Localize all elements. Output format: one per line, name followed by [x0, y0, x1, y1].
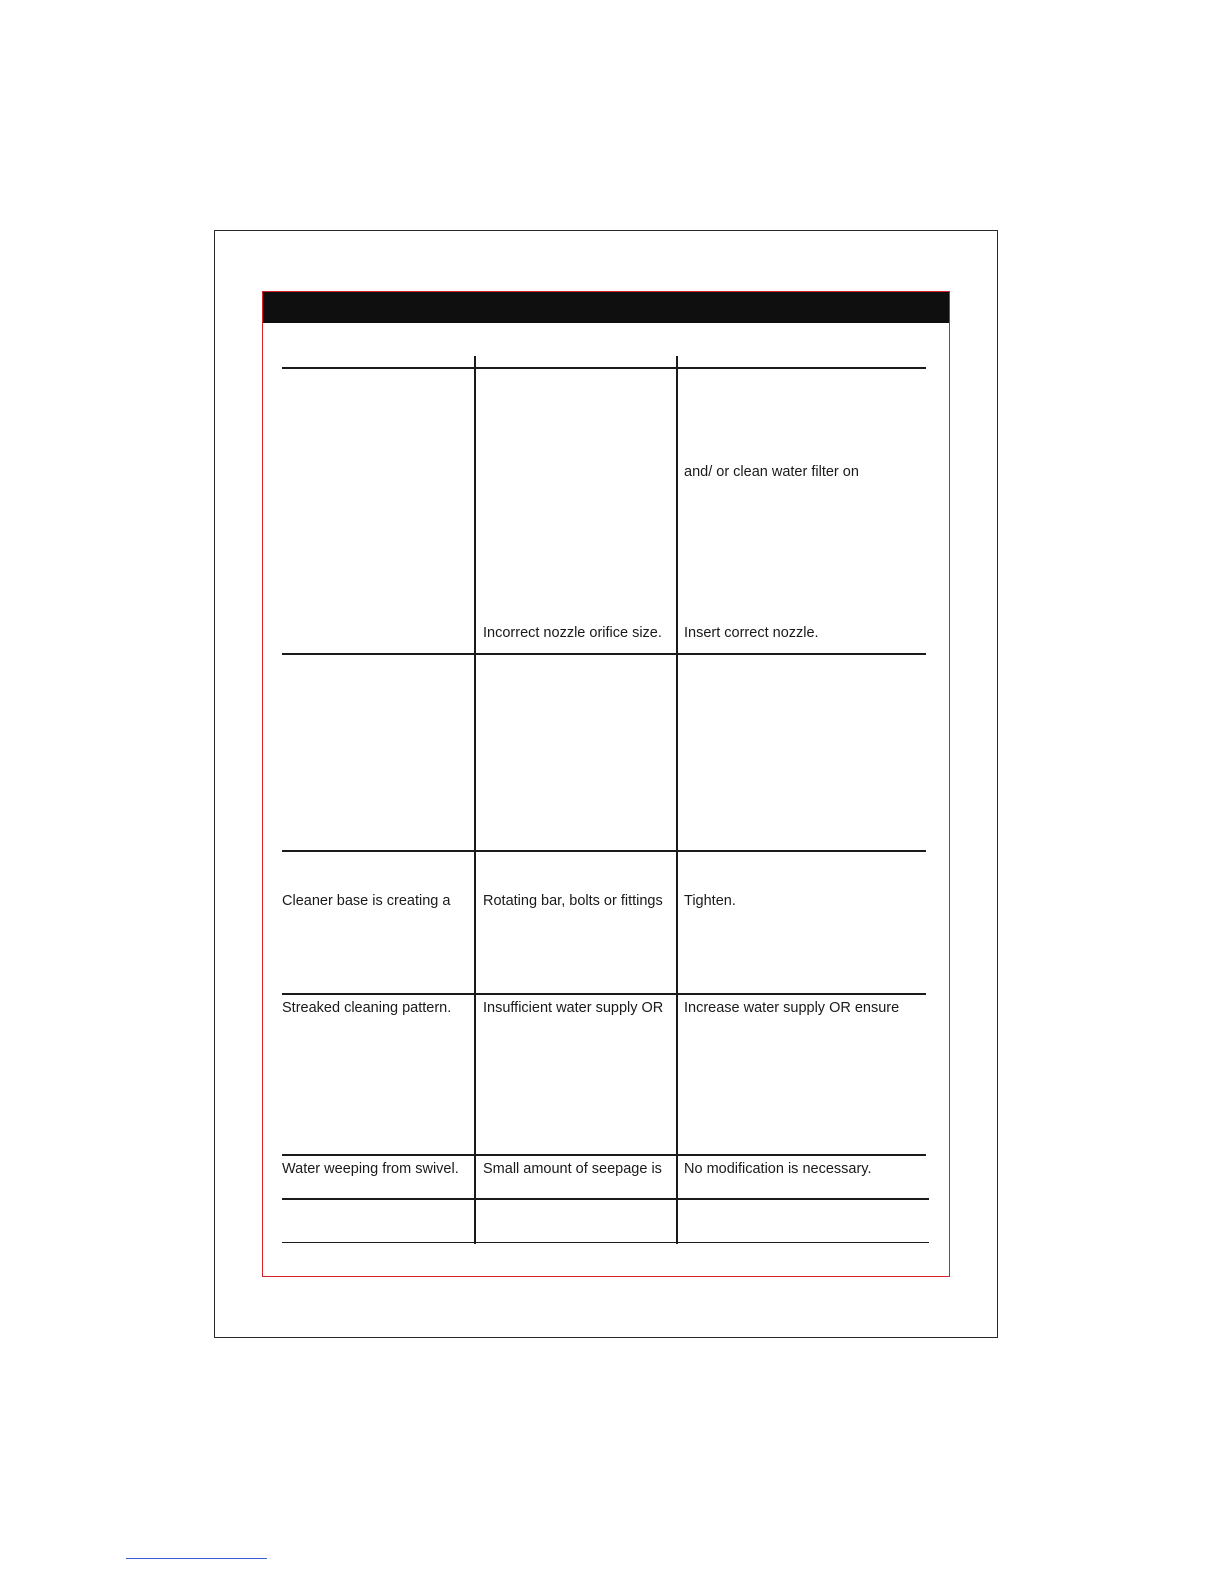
- table-row-1-solution-line-2: Insert correct nozzle.: [684, 625, 819, 641]
- table-rule-bottom: [282, 1242, 929, 1243]
- table-rule-row2: [282, 850, 926, 852]
- table-row-3-problem: Cleaner base is creating a: [282, 893, 451, 909]
- column-divider-2: [676, 356, 678, 1244]
- table-row-1-solution-line-1: and/ or clean water filter on: [684, 464, 859, 480]
- table-rule-header: [282, 367, 926, 369]
- table-row-1-cause: Incorrect nozzle orifice size.: [483, 625, 662, 641]
- table-row-5-solution: No modification is necessary.: [684, 1161, 872, 1177]
- footer-link-underline[interactable]: [126, 1558, 267, 1559]
- table-row-5-problem: Water weeping from swivel.: [282, 1161, 459, 1177]
- troubleshooting-panel: [262, 291, 950, 1277]
- table-rule-row4: [282, 1154, 926, 1156]
- table-row-4-problem: Streaked cleaning pattern.: [282, 1000, 452, 1016]
- table-row-5-cause: Small amount of seepage is: [483, 1161, 662, 1177]
- column-divider-1: [474, 356, 476, 1244]
- table-rule-row5: [282, 1198, 929, 1200]
- table-row-3-solution: Tighten.: [684, 893, 736, 909]
- table-row-4-cause: Insufficient water supply OR: [483, 1000, 664, 1016]
- table-row-4-solution: Increase water supply OR ensure: [684, 1000, 900, 1016]
- table-rule-row1: [282, 653, 926, 655]
- table-row-3-cause: Rotating bar, bolts or fittings: [483, 893, 663, 909]
- panel-header-bar: [263, 292, 949, 323]
- table-rule-row3: [282, 993, 926, 995]
